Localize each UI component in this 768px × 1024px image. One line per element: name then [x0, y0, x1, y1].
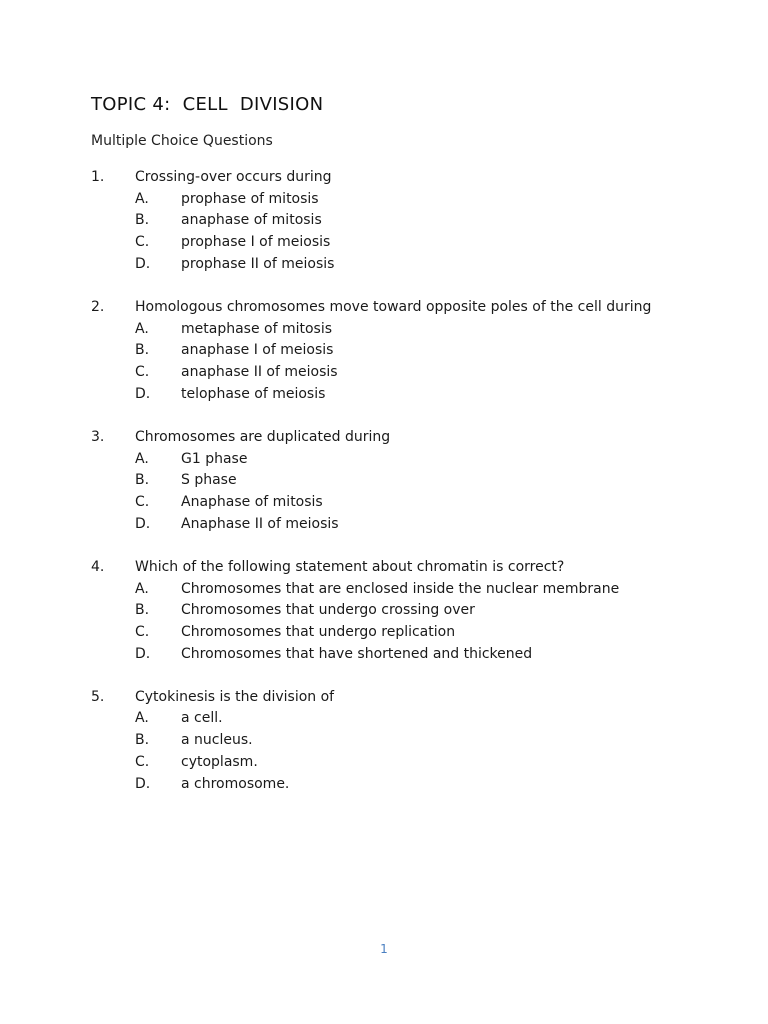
- answer-option: [91, 622, 711, 644]
- option-letter: A.: [135, 450, 149, 467]
- answer-option: [91, 579, 711, 601]
- option-letter: C.: [135, 234, 150, 251]
- option-letter: A.: [135, 580, 149, 597]
- option-text: telophase of meiosis: [181, 385, 326, 402]
- option-letter: D.: [135, 515, 151, 532]
- answer-option: [91, 189, 711, 211]
- question-4: [91, 557, 711, 665]
- option-letter: B.: [135, 472, 150, 489]
- answer-option: [91, 384, 711, 406]
- option-text: a cell.: [181, 710, 223, 727]
- answer-option: [91, 492, 711, 514]
- option-letter: C.: [135, 493, 150, 510]
- answer-option: [91, 752, 711, 774]
- option-letter: D.: [135, 645, 151, 662]
- option-letter: B.: [135, 342, 150, 359]
- option-text: a nucleus.: [181, 732, 253, 749]
- answer-option: [91, 232, 711, 254]
- question-number: 2.: [91, 298, 105, 315]
- question-3: [91, 427, 711, 535]
- option-text: metaphase of mitosis: [181, 320, 333, 337]
- option-text: S phase: [181, 472, 237, 489]
- question-1: [91, 167, 711, 275]
- question-text: Crossing-over occurs during: [135, 169, 332, 185]
- page-title: TOPIC 4: CELL DIVISION: [91, 94, 324, 115]
- question-list: [91, 167, 711, 817]
- option-text: anaphase I of meiosis: [181, 342, 334, 359]
- question-2: [91, 297, 711, 405]
- option-letter: D.: [135, 255, 151, 272]
- option-text: a chromosome.: [181, 775, 290, 792]
- option-text: prophase II of meiosis: [181, 255, 335, 272]
- option-text: Chromosomes that have shortened and thickened: [181, 645, 533, 662]
- option-text: Anaphase II of meiosis: [181, 515, 339, 532]
- option-letter: C.: [135, 364, 150, 380]
- question-text: Cytokinesis is the division of: [135, 688, 335, 705]
- question-text: Chromosomes are duplicated during: [135, 428, 391, 445]
- option-text: Chromosomes that undergo crossing over: [181, 602, 475, 619]
- option-text: Chromosomes that are enclosed inside the nuclear membrane: [181, 580, 620, 597]
- option-text: prophase I of meiosis: [181, 234, 331, 251]
- answer-option: [91, 319, 711, 341]
- question-number: 3.: [91, 428, 105, 445]
- answer-option: [91, 600, 711, 622]
- question-number: 5.: [91, 688, 105, 705]
- question-text: Homologous chromosomes move toward opposite poles of the cell during: [135, 298, 652, 315]
- option-text: anaphase of mitosis: [181, 212, 322, 229]
- option-text: prophase of mitosis: [181, 190, 319, 207]
- answer-option: [91, 644, 711, 666]
- option-letter: D.: [135, 775, 151, 792]
- option-letter: B.: [135, 212, 150, 229]
- answer-option: [91, 514, 711, 536]
- answer-option: [91, 730, 711, 752]
- answer-option: [91, 254, 711, 276]
- question-number: 1.: [91, 169, 105, 185]
- option-letter: B.: [135, 602, 150, 619]
- answer-option: [91, 210, 711, 232]
- answer-option: [91, 449, 711, 471]
- answer-option: [91, 774, 711, 796]
- option-letter: A.: [135, 710, 149, 727]
- answer-option: [91, 362, 711, 384]
- question-5: [91, 687, 711, 795]
- option-letter: A.: [135, 320, 149, 337]
- section-subtitle: Multiple Choice Questions: [91, 133, 273, 149]
- option-letter: A.: [135, 190, 149, 207]
- page-number: 1: [380, 942, 388, 956]
- option-text: G1 phase: [181, 450, 248, 467]
- question-number: 4.: [91, 558, 105, 575]
- option-letter: C.: [135, 623, 150, 640]
- option-letter: B.: [135, 732, 150, 749]
- option-letter: D.: [135, 385, 151, 402]
- answer-option: [91, 708, 711, 730]
- answer-option: [91, 470, 711, 492]
- option-text: cytoplasm.: [181, 753, 258, 770]
- answer-option: [91, 340, 711, 362]
- question-text: Which of the following statement about chromatin is correct?: [135, 558, 565, 575]
- option-text: Anaphase of mitosis: [181, 493, 323, 510]
- option-text: anaphase II of meiosis: [181, 364, 338, 380]
- option-letter: C.: [135, 753, 150, 770]
- option-text: Chromosomes that undergo replication: [181, 623, 456, 640]
